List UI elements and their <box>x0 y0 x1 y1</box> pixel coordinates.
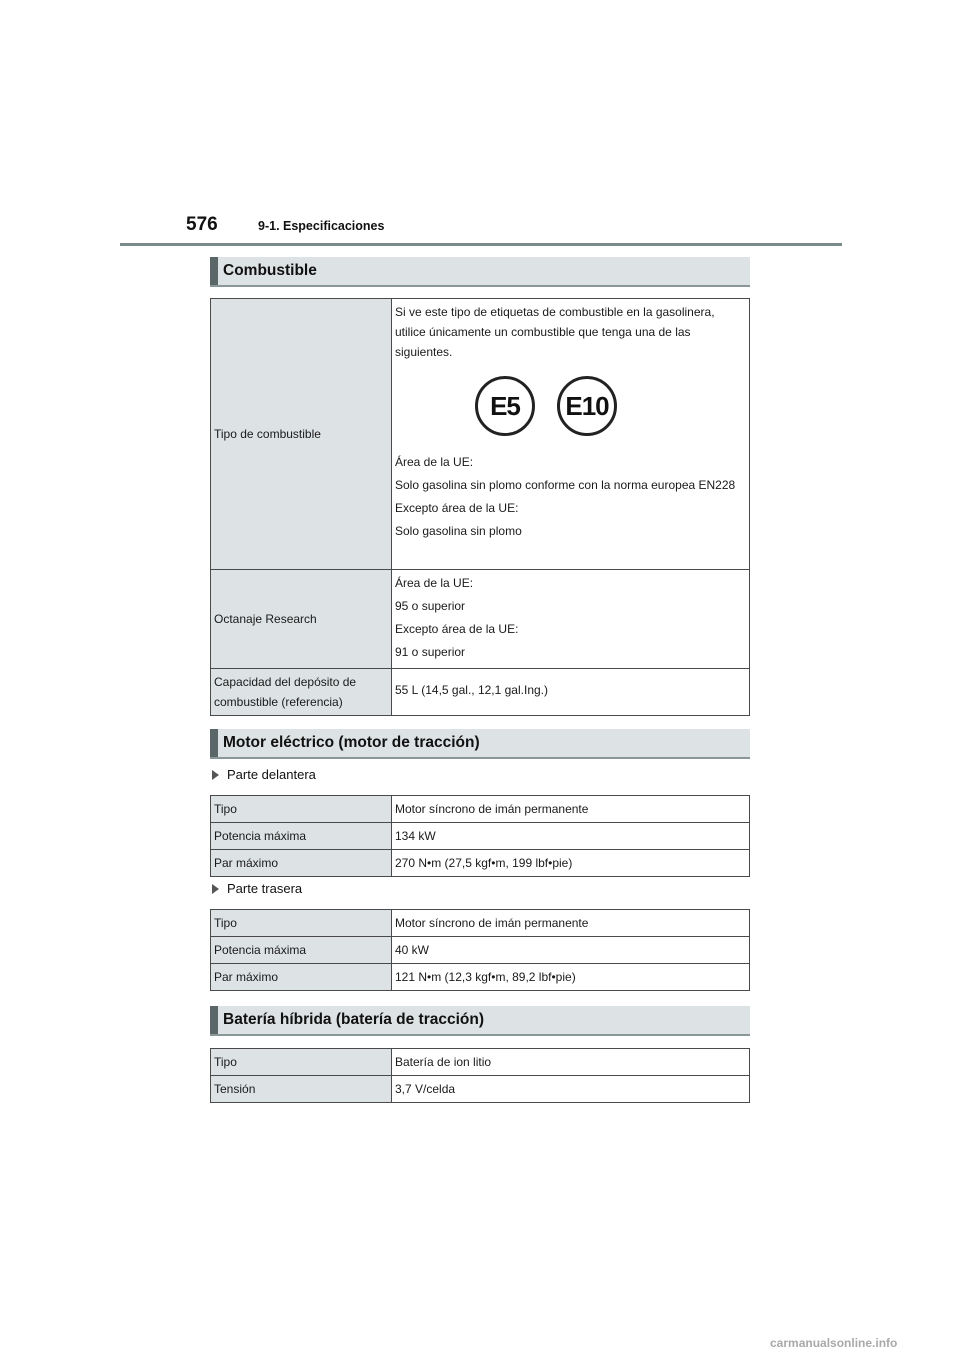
chapter-title: 9-1. Especificaciones <box>258 219 385 233</box>
table-row <box>211 570 750 669</box>
section-heading-battery <box>210 1006 750 1036</box>
fuel-type-intro: Si ve este tipo de etiquetas de combustible en la gasolinera, utilice únicamente un combustible que tenga una de las siguientes. <box>395 305 715 359</box>
table-row <box>211 937 750 964</box>
non-eu-fuel-value: Solo gasolina sin plomo <box>395 524 522 538</box>
rear-type-label: Tipo <box>211 910 392 937</box>
table-row <box>211 796 750 823</box>
front-torque-value: 270 N•m (27,5 kgf•m, 199 lbf•pie) <box>392 850 750 877</box>
battery-voltage-label: Tensión <box>211 1076 392 1103</box>
section-heading-fuel <box>210 257 750 287</box>
section-title: Batería híbrida (batería de tracción) <box>223 1011 484 1028</box>
rear-heading <box>212 881 302 896</box>
fuel-table <box>210 298 750 716</box>
e5-badge: E5 <box>475 376 535 436</box>
octane-non-eu-area: Excepto área de la UE: <box>395 622 519 636</box>
section-bar <box>210 729 218 757</box>
site-watermark: carmanualsonline.info <box>770 1336 898 1350</box>
section-bar <box>210 257 218 285</box>
rear-torque-label: Par máximo <box>211 964 392 991</box>
rear-type-value: Motor síncrono de imán permanente <box>392 910 750 937</box>
octane-eu-value: 95 o superior <box>395 599 466 613</box>
rear-motor-table <box>210 909 750 991</box>
front-torque-label: Par máximo <box>211 850 392 877</box>
tank-label: Capacidad del depósito de combustible (referencia) <box>211 669 392 716</box>
table-row <box>211 964 750 991</box>
octane-label: Octanaje Research <box>211 570 392 669</box>
rear-power-value: 40 kW <box>392 937 750 964</box>
e10-badge: E10 <box>557 376 617 436</box>
header-rule <box>120 243 842 246</box>
front-motor-table <box>210 795 750 877</box>
table-row <box>211 299 750 570</box>
front-power-label: Potencia máxima <box>211 823 392 850</box>
battery-voltage-value: 3,7 V/celda <box>392 1076 750 1103</box>
front-type-value: Motor síncrono de imán permanente <box>392 796 750 823</box>
rear-heading-text: Parte trasera <box>227 881 303 896</box>
section-heading-motor <box>210 729 750 759</box>
octane-value <box>392 570 750 669</box>
eu-fuel-value: Solo gasolina sin plomo conforme con la norma europea EN228 <box>395 478 736 492</box>
non-eu-area-label: Excepto área de la UE: <box>395 501 519 515</box>
table-row <box>211 1076 750 1103</box>
tank-value: 55 L (14,5 gal., 12,1 gal.Ing.) <box>392 669 750 716</box>
eu-area-label: Área de la UE: <box>395 455 474 469</box>
front-type-label: Tipo <box>211 796 392 823</box>
front-heading-text: Parte delantera <box>227 767 316 782</box>
fuel-badges <box>395 376 746 446</box>
front-heading <box>212 767 316 782</box>
fuel-type-label: Tipo de combustible <box>211 299 392 570</box>
arrow-right-icon <box>212 884 219 894</box>
table-row <box>211 850 750 877</box>
page-number: 576 <box>186 214 218 235</box>
table-row <box>211 1049 750 1076</box>
fuel-type-value <box>392 299 750 570</box>
rear-power-label: Potencia máxima <box>211 937 392 964</box>
table-row <box>211 910 750 937</box>
octane-eu-area: Área de la UE: <box>395 576 474 590</box>
arrow-right-icon <box>212 770 219 780</box>
table-row <box>211 669 750 716</box>
front-power-value: 134 kW <box>392 823 750 850</box>
battery-table <box>210 1048 750 1103</box>
section-bar <box>210 1006 218 1034</box>
rear-torque-value: 121 N•m (12,3 kgf•m, 89,2 lbf•pie) <box>392 964 750 991</box>
octane-non-eu-value: 91 o superior <box>395 645 466 659</box>
battery-type-value: Batería de ion litio <box>392 1049 750 1076</box>
section-title: Combustible <box>223 262 317 279</box>
section-title: Motor eléctrico (motor de tracción) <box>223 734 480 751</box>
battery-type-label: Tipo <box>211 1049 392 1076</box>
table-row <box>211 823 750 850</box>
